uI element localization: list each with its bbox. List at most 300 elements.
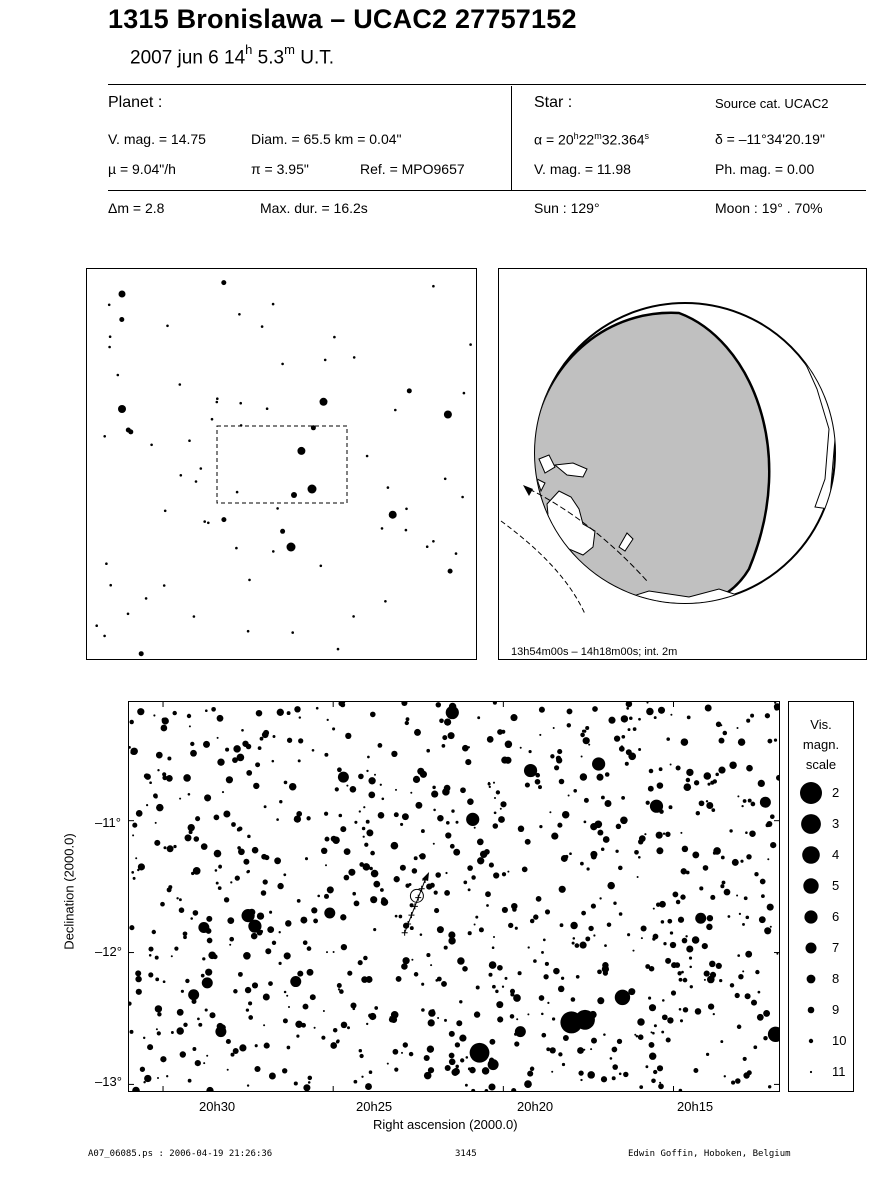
field-star — [195, 816, 200, 821]
ra-minutes: 22 — [578, 131, 595, 148]
field-star — [707, 783, 710, 786]
field-star — [211, 707, 216, 712]
field-star — [345, 733, 351, 739]
field-star — [659, 767, 663, 771]
field-star — [500, 801, 506, 807]
finder-star — [261, 325, 264, 328]
field-star — [395, 789, 397, 791]
field-star — [272, 760, 275, 763]
field-star — [658, 1084, 664, 1090]
field-star — [505, 741, 512, 748]
field-star — [663, 832, 665, 834]
field-star — [737, 954, 740, 957]
field-star — [740, 860, 743, 863]
field-star — [477, 716, 480, 719]
field-star — [155, 978, 159, 982]
bright-star — [760, 797, 771, 808]
field-star — [657, 1065, 663, 1071]
field-star — [565, 855, 569, 859]
field-star — [326, 951, 328, 953]
field-star — [426, 884, 432, 890]
field-star — [325, 864, 327, 866]
field-star — [558, 986, 565, 993]
field-star — [562, 811, 570, 819]
field-star — [497, 965, 503, 971]
finder-star — [103, 435, 106, 438]
field-star — [201, 843, 208, 850]
finder-bright-star — [119, 291, 126, 298]
legend-mag-label: 3 — [832, 816, 840, 831]
field-star — [410, 926, 414, 930]
field-star — [597, 969, 602, 974]
globe-map — [499, 269, 866, 659]
field-star — [286, 957, 288, 959]
field-star — [676, 900, 681, 905]
field-star — [713, 1013, 715, 1015]
field-star — [153, 793, 158, 798]
field-star — [699, 800, 705, 806]
finder-star — [108, 346, 111, 349]
legend-dot — [803, 878, 818, 893]
field-star — [321, 848, 327, 854]
field-star — [570, 922, 577, 929]
field-star — [129, 925, 134, 930]
field-star — [414, 972, 419, 977]
field-star — [485, 1089, 489, 1091]
field-star — [614, 735, 620, 741]
field-star — [510, 992, 514, 996]
field-star — [562, 1063, 565, 1066]
field-star — [672, 891, 678, 897]
field-star — [621, 745, 624, 748]
field-star — [561, 977, 564, 980]
finder-star — [119, 317, 124, 322]
field-star — [659, 1082, 661, 1084]
field-star — [157, 1012, 161, 1016]
star-source-catalog: Source cat. UCAC2 — [715, 96, 829, 111]
field-star — [663, 942, 666, 945]
field-star — [298, 738, 303, 743]
field-star — [263, 994, 270, 1001]
legend-mag-label: 9 — [832, 1002, 840, 1017]
field-star — [338, 988, 340, 990]
field-star — [742, 970, 744, 972]
field-star — [149, 781, 152, 784]
field-star — [770, 842, 776, 848]
field-star — [457, 957, 465, 965]
field-star — [658, 707, 665, 714]
field-star — [174, 947, 178, 951]
field-star — [344, 875, 350, 881]
field-star — [306, 816, 310, 820]
field-star — [667, 1017, 673, 1023]
field-star — [533, 914, 538, 919]
field-star — [257, 912, 264, 919]
field-star — [599, 897, 601, 899]
field-star — [414, 856, 418, 860]
field-star — [248, 1001, 252, 1005]
field-star — [547, 1002, 549, 1004]
legend-mag-label: 7 — [832, 940, 840, 955]
header-rule — [108, 84, 866, 85]
field-star — [424, 1055, 430, 1061]
field-star — [247, 835, 251, 839]
finder-chart — [86, 268, 477, 660]
field-star — [751, 802, 756, 807]
field-star — [754, 872, 758, 876]
finder-star — [353, 356, 356, 359]
bright-star — [695, 913, 706, 924]
field-star — [587, 867, 590, 870]
field-star — [148, 972, 153, 977]
field-star — [518, 971, 522, 975]
field-star — [736, 895, 738, 897]
field-star — [412, 868, 418, 874]
field-star — [637, 876, 639, 878]
field-star — [567, 708, 573, 714]
field-star — [307, 946, 312, 951]
field-star — [245, 987, 251, 993]
finder-star — [200, 467, 203, 470]
field-star — [252, 847, 259, 854]
field-star — [242, 741, 248, 747]
field-star — [680, 832, 682, 834]
field-star — [578, 1070, 583, 1075]
field-star — [710, 781, 714, 785]
field-star — [639, 1085, 643, 1089]
field-star — [183, 1023, 187, 1027]
y-tick-label: –13° — [95, 1074, 122, 1089]
field-star — [347, 971, 352, 976]
field-star — [666, 737, 670, 741]
bright-star — [650, 800, 663, 813]
field-star — [626, 749, 632, 755]
field-star — [421, 1008, 425, 1012]
finder-star — [311, 425, 316, 430]
field-star — [676, 765, 681, 770]
field-star — [649, 1053, 656, 1060]
field-star — [645, 964, 650, 969]
field-star — [157, 1077, 159, 1079]
bright-star — [488, 1059, 499, 1070]
field-star — [541, 1033, 546, 1038]
field-star — [287, 1046, 291, 1050]
field-star — [171, 955, 173, 957]
field-star — [312, 749, 315, 752]
finder-star — [389, 511, 397, 519]
field-star — [758, 780, 765, 787]
field-star — [374, 774, 376, 776]
legend-mag-label: 6 — [832, 909, 840, 924]
field-star — [707, 976, 715, 984]
field-star — [494, 811, 497, 814]
legend-dot — [809, 1039, 813, 1043]
field-star — [152, 930, 156, 934]
field-star — [253, 783, 259, 789]
field-star — [132, 823, 137, 828]
bright-star — [592, 757, 605, 770]
field-star — [492, 985, 496, 989]
field-star — [190, 917, 193, 920]
finder-star — [366, 455, 369, 458]
field-star — [702, 943, 708, 949]
field-star — [602, 962, 608, 968]
field-star — [738, 974, 743, 979]
field-star — [514, 1041, 519, 1046]
x-tick-label: 20h15 — [677, 1099, 714, 1114]
field-star — [671, 990, 676, 995]
field-star — [218, 886, 222, 890]
field-star — [444, 719, 451, 726]
field-star — [525, 839, 531, 845]
field-star — [451, 809, 454, 812]
field-star — [649, 1042, 655, 1048]
legend-dot — [801, 814, 821, 834]
field-star — [354, 1080, 358, 1084]
field-star — [279, 800, 282, 803]
field-star — [477, 857, 484, 864]
field-star — [340, 702, 345, 707]
field-star — [729, 829, 732, 832]
field-star — [628, 728, 631, 731]
field-star — [538, 785, 542, 789]
field-star — [135, 857, 137, 859]
field-star — [536, 896, 542, 902]
field-star — [557, 749, 562, 754]
legend-mag-label: 4 — [832, 847, 840, 862]
field-star — [551, 1071, 553, 1073]
field-star — [669, 805, 673, 809]
field-star — [324, 894, 329, 899]
field-star — [261, 890, 267, 896]
field-star — [746, 719, 750, 723]
field-star — [373, 928, 376, 931]
finder-star — [221, 280, 226, 285]
field-star — [638, 839, 643, 844]
field-star — [616, 824, 621, 829]
legend-dot — [808, 1007, 815, 1014]
field-star — [466, 1056, 469, 1059]
field-star — [156, 804, 164, 812]
field-star — [479, 927, 484, 932]
field-star — [651, 1079, 656, 1084]
field-star — [527, 1071, 533, 1077]
field-star — [162, 775, 167, 780]
summary-rule — [108, 190, 866, 191]
field-star — [745, 951, 752, 958]
field-star — [189, 725, 191, 727]
field-star — [590, 1048, 592, 1050]
field-star — [741, 805, 743, 807]
finder-star — [387, 486, 390, 489]
field-star — [272, 941, 276, 945]
field-star — [685, 935, 687, 937]
finder-star — [193, 615, 196, 618]
field-star — [744, 896, 748, 900]
finder-star — [95, 624, 98, 627]
field-star — [268, 981, 273, 986]
field-star — [289, 783, 297, 791]
planet-heading: Planet : — [108, 94, 163, 111]
y-tick-label: –12° — [95, 944, 122, 959]
field-star — [706, 802, 713, 809]
finder-star — [405, 529, 408, 532]
field-star — [166, 1075, 168, 1077]
field-star — [156, 1028, 158, 1030]
field-star — [283, 873, 286, 876]
field-star — [227, 917, 234, 924]
field-star — [530, 1067, 534, 1071]
field-star — [370, 712, 376, 718]
field-star — [230, 881, 232, 883]
field-star — [678, 917, 684, 923]
field-star — [368, 777, 375, 784]
field-star — [190, 742, 194, 746]
field-star — [584, 821, 587, 824]
field-star — [437, 926, 444, 933]
planet-parallax: π = 3.95" — [251, 161, 309, 177]
field-star — [580, 862, 584, 866]
field-star — [504, 757, 511, 764]
field-star — [314, 1027, 316, 1029]
field-star — [488, 782, 490, 784]
footer-page: 3145 — [455, 1149, 477, 1159]
field-star — [265, 948, 271, 954]
field-star — [363, 956, 368, 961]
field-star — [294, 1081, 298, 1085]
field-star — [707, 915, 713, 921]
finder-star — [207, 522, 210, 525]
field-star — [543, 939, 546, 942]
field-star — [401, 702, 407, 706]
field-star — [191, 872, 194, 875]
field-star — [226, 1039, 231, 1044]
field-star — [217, 737, 219, 739]
field-star — [140, 1067, 145, 1072]
field-star — [381, 797, 384, 800]
field-star — [737, 795, 739, 797]
field-star — [424, 1072, 432, 1080]
bright-star — [524, 764, 537, 777]
field-star — [527, 1013, 529, 1015]
field-star — [549, 811, 551, 813]
field-star — [513, 994, 521, 1002]
field-star — [634, 850, 639, 855]
field-star — [251, 933, 258, 940]
field-star — [389, 1017, 395, 1023]
field-star — [308, 1076, 313, 1081]
finder-star — [469, 343, 472, 346]
field-star — [539, 995, 545, 1001]
field-star — [135, 970, 141, 976]
field-star — [646, 801, 650, 805]
field-star — [645, 1065, 648, 1068]
field-star — [621, 735, 625, 739]
field-star — [666, 1037, 671, 1042]
field-star — [572, 942, 575, 945]
field-star — [753, 1045, 757, 1049]
finder-star — [150, 444, 153, 447]
field-star — [288, 1006, 290, 1008]
field-star — [495, 990, 498, 993]
field-star — [653, 1070, 657, 1074]
field-star — [607, 922, 612, 927]
bright-star — [338, 772, 349, 783]
field-star — [188, 793, 191, 796]
footer-file: A07_06085.ps : 2006-04-19 21:26:36 — [88, 1149, 273, 1159]
bright-star — [248, 920, 261, 933]
field-star — [149, 954, 152, 957]
field-star — [623, 1072, 628, 1077]
field-star — [135, 976, 141, 982]
field-star — [634, 1034, 636, 1036]
field-star — [229, 937, 234, 942]
field-star — [269, 1073, 276, 1080]
field-star — [156, 752, 163, 759]
field-star — [279, 962, 282, 965]
field-star — [358, 774, 364, 780]
field-star — [434, 891, 438, 895]
event-datetime — [130, 44, 334, 69]
field-star — [183, 935, 187, 939]
field-star — [591, 904, 596, 909]
field-star — [619, 912, 623, 916]
star-declination: δ = –11°34'20.19" — [715, 131, 825, 147]
field-star — [556, 756, 561, 761]
field-star — [321, 1036, 325, 1040]
field-star — [529, 750, 532, 753]
field-star — [286, 995, 288, 997]
field-star — [719, 979, 722, 982]
field-star — [638, 718, 641, 721]
field-star — [167, 845, 174, 852]
field-star — [399, 915, 403, 919]
field-star — [143, 1037, 145, 1039]
finder-star — [164, 510, 167, 513]
field-star — [415, 802, 422, 809]
field-star — [489, 786, 491, 788]
field-star — [163, 846, 166, 849]
legend-mag-label: 5 — [832, 878, 840, 893]
field-star — [227, 1069, 229, 1071]
field-star — [681, 868, 687, 874]
field-star — [511, 1088, 516, 1091]
field-star — [621, 796, 625, 800]
field-star — [235, 875, 240, 880]
field-star — [569, 852, 572, 855]
finder-star — [179, 383, 182, 386]
finder-star — [281, 363, 284, 366]
field-star — [261, 854, 267, 860]
field-star — [541, 951, 544, 954]
x-tick-label: 20h25 — [356, 1099, 393, 1114]
field-star — [218, 865, 222, 869]
field-star — [760, 879, 766, 885]
field-star — [654, 1024, 657, 1027]
field-star — [403, 1042, 408, 1047]
field-star — [468, 1067, 471, 1070]
field-star — [687, 716, 691, 720]
field-star — [155, 1005, 162, 1012]
field-star — [680, 894, 685, 899]
field-star — [217, 715, 224, 722]
field-star — [627, 933, 630, 936]
field-star — [317, 895, 320, 898]
bright-star — [446, 706, 459, 719]
field-star — [508, 923, 513, 928]
field-star — [743, 1057, 747, 1061]
field-star — [364, 843, 368, 847]
